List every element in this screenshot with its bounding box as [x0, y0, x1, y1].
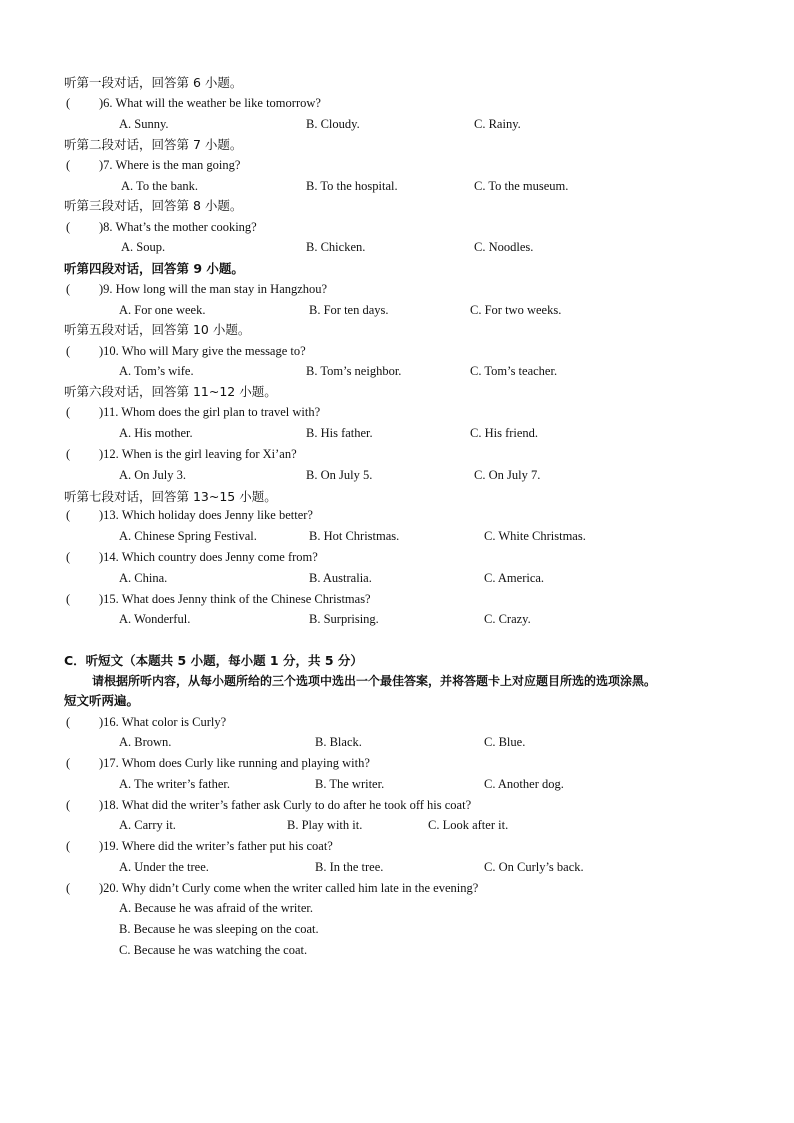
question-17 — [66, 755, 370, 771]
answer-paren-open[interactable]: ( — [66, 282, 71, 296]
dialogue-2-heading: 听第二段对话，回答第 7 小题。 — [64, 137, 243, 152]
question-19-text: 19. Where did the writer’s father put his coat? — [103, 839, 333, 853]
answer-paren-close: ) — [99, 96, 104, 110]
q13-option-b: B. Hot Christmas. — [309, 529, 400, 543]
q18-option-b: B. Play with it. — [287, 818, 363, 832]
answer-paren-open[interactable]: ( — [66, 96, 71, 110]
q19-option-c: C. On Curly’s back. — [484, 860, 584, 874]
q10-option-b: B. Tom’s neighbor. — [306, 364, 402, 378]
q7-option-a: A. To the bank. — [121, 179, 199, 193]
q17-option-b: B. The writer. — [315, 777, 385, 791]
q12-option-b: B. On July 5. — [306, 468, 373, 482]
answer-paren-open[interactable]: ( — [66, 715, 71, 729]
question-6 — [66, 95, 321, 111]
answer-paren-open[interactable]: ( — [66, 508, 71, 522]
question-14-text: 14. Which country does Jenny come from? — [103, 550, 318, 564]
q13-option-c: C. White Christmas. — [484, 529, 586, 543]
question-12-text: 12. When is the girl leaving for Xi’an? — [103, 447, 297, 461]
q15-option-a: A. Wonderful. — [119, 612, 191, 626]
dialogue-4-heading: 听第四段对话，回答第 9 小题。 — [64, 261, 244, 276]
question-8-text: 8. What’s the mother cooking? — [103, 220, 257, 234]
q13-option-a: A. Chinese Spring Festival. — [119, 529, 257, 543]
q8-option-c: C. Noodles. — [474, 240, 534, 254]
question-13 — [66, 507, 313, 523]
question-6-text: 6. What will the weather be like tomorrow? — [103, 96, 321, 110]
answer-paren-close: ) — [99, 881, 104, 895]
question-19 — [66, 838, 333, 854]
answer-paren-open[interactable]: ( — [66, 839, 71, 853]
q17-option-c: C. Another dog. — [484, 777, 564, 791]
q20-option-c: C. Because he was watching the coat. — [119, 943, 308, 957]
answer-paren-open[interactable]: ( — [66, 881, 71, 895]
q14-option-c: C. America. — [484, 571, 545, 585]
q18-option-a: A. Carry it. — [119, 818, 176, 832]
answer-paren-close: ) — [99, 592, 104, 606]
q6-option-c: C. Rainy. — [474, 117, 521, 131]
question-20-text: 20. Why didn’t Curly come when the writer called him late in the evening? — [103, 881, 479, 895]
answer-paren-close: ) — [99, 344, 104, 358]
q10-option-c: C. Tom’s teacher. — [470, 364, 558, 378]
answer-paren-close: ) — [99, 798, 104, 812]
q16-option-b: B. Black. — [315, 735, 362, 749]
q12-option-c: C. On July 7. — [474, 468, 541, 482]
q15-option-b: B. Surprising. — [309, 612, 379, 626]
answer-paren-close: ) — [99, 715, 104, 729]
answer-paren-open[interactable]: ( — [66, 344, 71, 358]
q19-option-a: A. Under the tree. — [119, 860, 209, 874]
answer-paren-open[interactable]: ( — [66, 798, 71, 812]
q10-option-a: A. Tom’s wife. — [119, 364, 194, 378]
question-10-text: 10. Who will Mary give the message to? — [103, 344, 306, 358]
answer-paren-open[interactable]: ( — [66, 592, 71, 606]
question-8 — [66, 219, 257, 235]
q19-option-b: B. In the tree. — [315, 860, 384, 874]
q6-option-b: B. Cloudy. — [306, 117, 360, 131]
answer-paren-close: ) — [99, 839, 104, 853]
answer-paren-open[interactable]: ( — [66, 756, 71, 770]
question-18 — [66, 797, 471, 813]
question-7 — [66, 157, 240, 173]
dialogue-1-heading: 听第一段对话，回答第 6 小题。 — [64, 75, 243, 90]
dialogue-3-heading: 听第三段对话，回答第 8 小题。 — [64, 198, 243, 213]
question-9-text: 9. How long will the man stay in Hangzhou? — [103, 282, 328, 296]
section-c-note: 短文听两遍。 — [64, 693, 140, 708]
answer-paren-open[interactable]: ( — [66, 550, 71, 564]
question-11-text: 11. Whom does the girl plan to travel with? — [103, 405, 321, 419]
q11-option-c: C. His friend. — [470, 426, 539, 440]
q17-option-a: A. The writer’s father. — [119, 777, 230, 791]
answer-paren-close: ) — [99, 282, 104, 296]
answer-paren-close: ) — [99, 158, 104, 172]
q11-option-a: A. His mother. — [119, 426, 193, 440]
answer-paren-close: ) — [99, 220, 104, 234]
q16-option-a: A. Brown. — [119, 735, 172, 749]
question-12 — [66, 446, 297, 462]
q14-option-a: A. China. — [119, 571, 168, 585]
q20-option-a: A. Because he was afraid of the writer. — [119, 901, 314, 915]
question-16 — [66, 714, 226, 730]
q7-option-b: B. To the hospital. — [306, 179, 398, 193]
dialogue-5-heading: 听第五段对话，回答第 10 小题。 — [64, 322, 251, 337]
section-c-instruction: 请根据所听内容，从每小题所给的三个选项中选出一个最佳答案，并将答题卡上对应题目所选的选项涂黑。 — [92, 674, 657, 688]
q20-option-b: B. Because he was sleeping on the coat. — [119, 922, 319, 936]
q8-option-b: B. Chicken. — [306, 240, 366, 254]
answer-paren-open[interactable]: ( — [66, 405, 71, 419]
question-13-text: 13. Which holiday does Jenny like better? — [103, 508, 313, 522]
question-9 — [66, 281, 327, 297]
q11-option-b: B. His father. — [306, 426, 373, 440]
answer-paren-close: ) — [99, 550, 104, 564]
answer-paren-close: ) — [99, 756, 104, 770]
q18-option-c: C. Look after it. — [428, 818, 509, 832]
question-17-text: 17. Whom does Curly like running and playing with? — [103, 756, 370, 770]
question-7-text: 7. Where is the man going? — [103, 158, 241, 172]
answer-paren-open[interactable]: ( — [66, 158, 71, 172]
answer-paren-close: ) — [99, 405, 104, 419]
q12-option-a: A. On July 3. — [119, 468, 187, 482]
section-c-title: C．听短文（本题共 5 小题，每小题 1 分，共 5 分） — [64, 653, 363, 668]
question-20 — [66, 880, 478, 896]
q15-option-c: C. Crazy. — [484, 612, 531, 626]
dialogue-7-heading: 听第七段对话，回答第 13~15 小题。 — [64, 489, 277, 504]
q9-option-c: C. For two weeks. — [470, 303, 562, 317]
dialogue-6-heading: 听第六段对话，回答第 11~12 小题。 — [64, 384, 277, 399]
answer-paren-open[interactable]: ( — [66, 447, 71, 461]
answer-paren-close: ) — [99, 508, 104, 522]
q14-option-b: B. Australia. — [309, 571, 372, 585]
question-10 — [66, 343, 306, 359]
answer-paren-open[interactable]: ( — [66, 220, 71, 234]
q16-option-c: C. Blue. — [484, 735, 526, 749]
q7-option-c: C. To the museum. — [474, 179, 569, 193]
question-15 — [66, 591, 371, 607]
question-16-text: 16. What color is Curly? — [103, 715, 227, 729]
question-18-text: 18. What did the writer’s father ask Curly to do after he took off his coat? — [103, 798, 472, 812]
q6-option-a: A. Sunny. — [119, 117, 169, 131]
q8-option-a: A. Soup. — [121, 240, 166, 254]
q9-option-a: A. For one week. — [119, 303, 206, 317]
answer-paren-close: ) — [99, 447, 104, 461]
q9-option-b: B. For ten days. — [309, 303, 389, 317]
question-14 — [66, 549, 318, 565]
question-11 — [66, 404, 320, 420]
question-15-text: 15. What does Jenny think of the Chinese Christmas? — [103, 592, 371, 606]
